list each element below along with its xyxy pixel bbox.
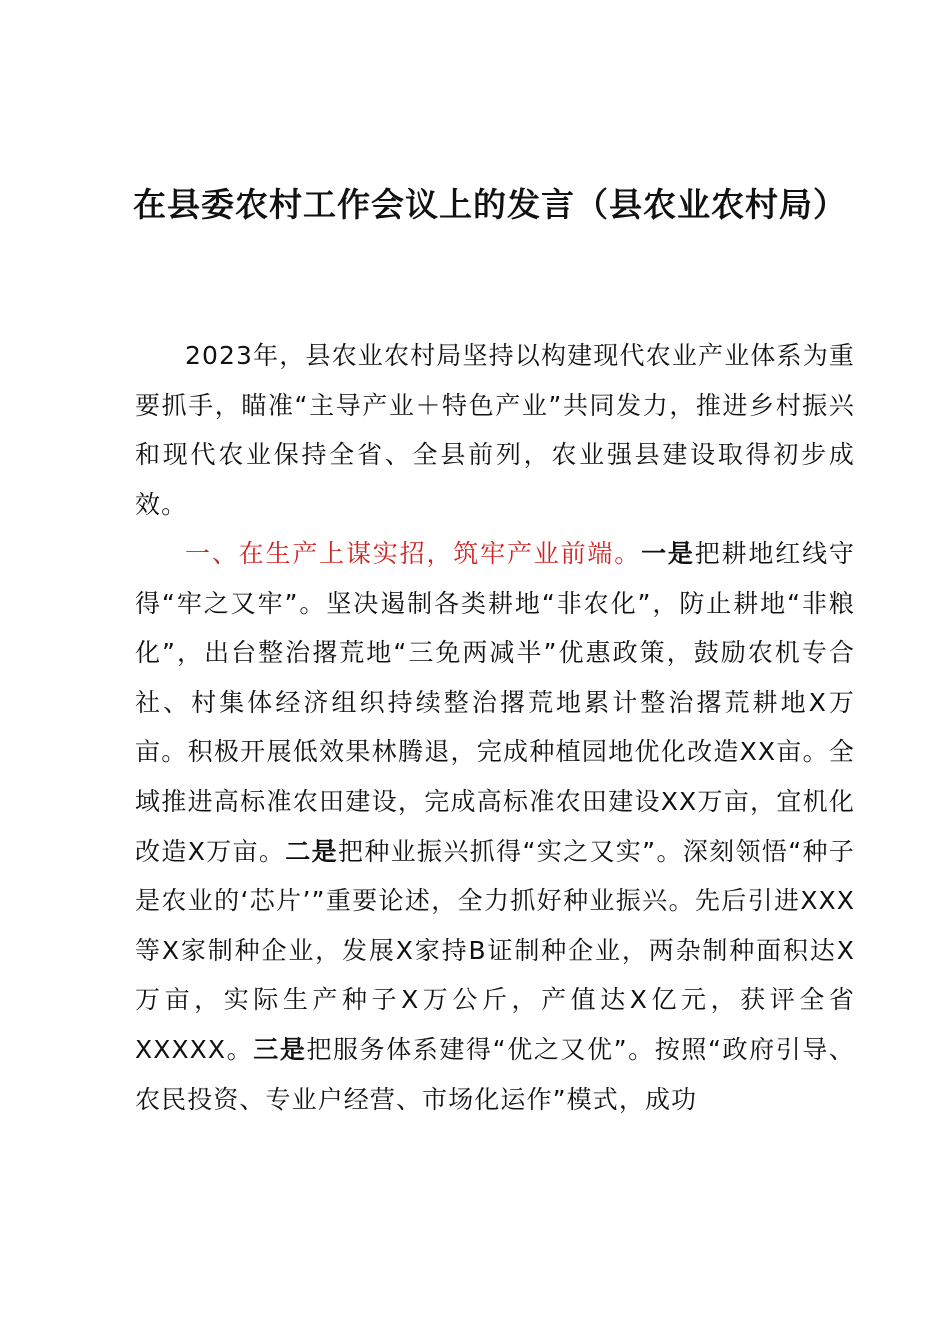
section-1-text-1: 把耕地红线守得“牢之又牢”。坚决遏制各类耕地“非农化”，防止耕地“非粮化”，出台整治撂荒地“三免两减半”优惠政策，鼓励农机专合社、村集体经济组织持续整治撂荒地累计整治撂荒耕地X万亩。积极开展低效果林腾退，完成种植园地优化改造XX亩。全域推进高标准农田建设，完成高标准农田建设XX万亩，宜机化改造X万亩。 <box>135 539 856 866</box>
section-1-lead-1: 一是 <box>641 539 695 568</box>
section-1-lead-3: 三是 <box>253 1034 307 1064</box>
section-1-lead-2: 二是 <box>285 836 338 866</box>
section-1-paragraph <box>135 529 855 1124</box>
section-1-text-3: 把服务体系建得“优之又优”。按照“政府引导、农民投资、专业户经营、市场化运作”模式，成功 <box>135 1034 855 1114</box>
document-title: 在县委农村工作会议上的发言（县农业农村局） <box>133 185 847 224</box>
intro-paragraph: 2023年，县农业农村局坚持以构建现代农业产业体系为重要抓手，瞄准“主导产业＋特色产业”共同发力，推进乡村振兴和现代农业保持全省、全县前列，农业强县建设取得初步成效。 <box>135 341 855 519</box>
section-1-heading: 一、在生产上谋实招，筑牢产业前端。 <box>185 539 642 568</box>
section-1-text-2: 把种业振兴抓得“实之又实”。深刻领悟“种子是农业的‘芯片’”重要论述，全力抓好种业振兴。先后引进XXX等X家制种企业，发展X家持B证制种企业，两杂制种面积达X万亩，实际生产种子X万公斤，产值达X亿元，获评全省XXXXX。 <box>135 836 855 1064</box>
